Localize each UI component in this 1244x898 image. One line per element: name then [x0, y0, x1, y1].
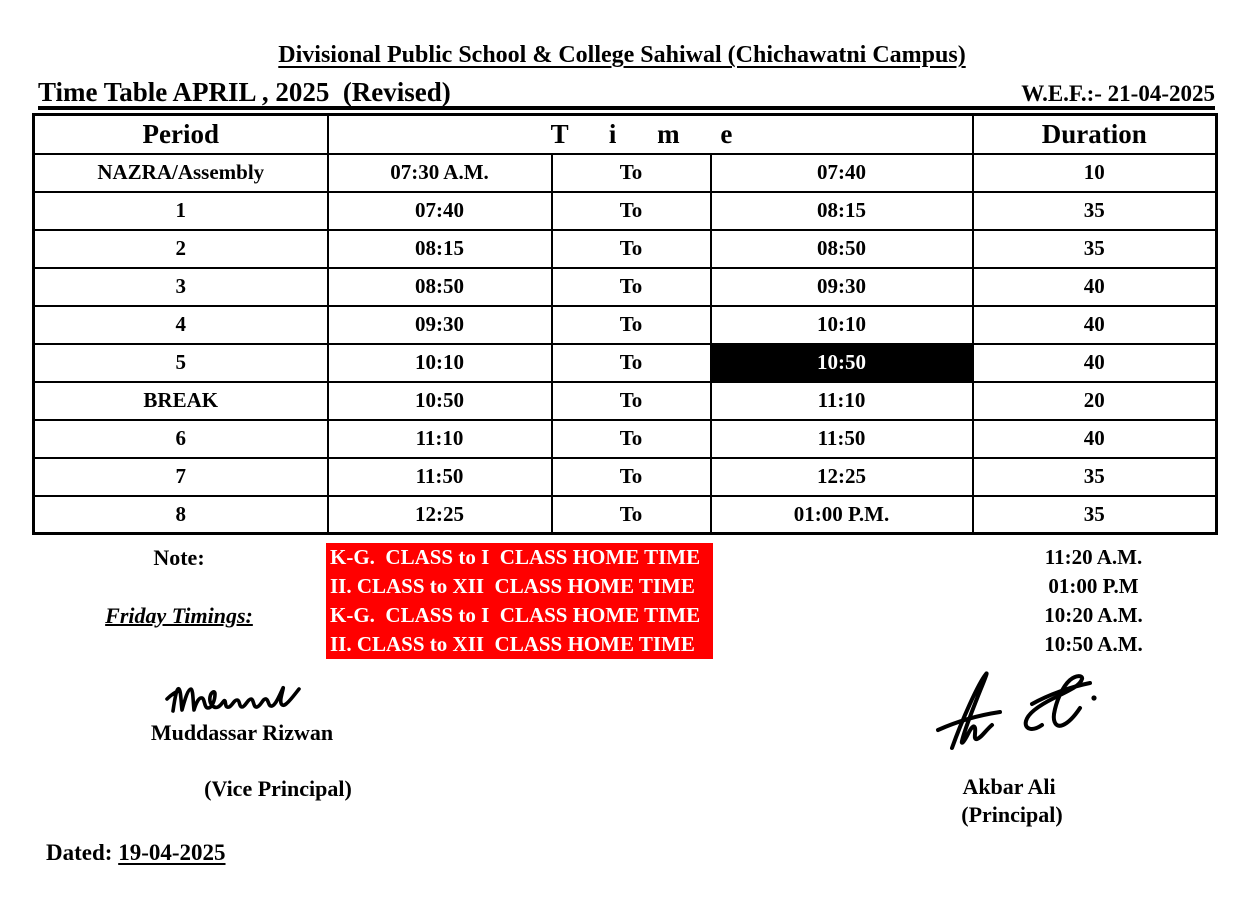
period-cell: 8 [34, 496, 328, 534]
note-highlight-text: II. CLASS to XII CLASS HOME TIME [326, 572, 713, 601]
start-time-cell: 10:10 [328, 344, 552, 382]
notes-section [32, 543, 1215, 659]
note-row [32, 572, 1215, 601]
dated-label: Dated: [46, 840, 119, 865]
start-time-cell: 11:50 [328, 458, 552, 496]
end-time-cell: 07:40 [711, 154, 973, 192]
end-time-cell: 10:10 [711, 306, 973, 344]
table-row [34, 192, 1217, 230]
document-title: Divisional Public School & College Sahiwal (Chichawatni Campus) [278, 42, 966, 68]
to-cell: To [552, 458, 711, 496]
duration-cell: 35 [973, 496, 1217, 534]
duration-cell: 20 [973, 382, 1217, 420]
table-row [34, 306, 1217, 344]
duration-cell: 40 [973, 420, 1217, 458]
principal-name: Akbar Ali [962, 774, 1056, 799]
table-row [34, 458, 1217, 496]
end-time-cell: 10:50 [711, 344, 973, 382]
dated-value: 19-04-2025 [118, 840, 226, 865]
period-cell: 6 [34, 420, 328, 458]
period-cell: 4 [34, 306, 328, 344]
duration-cell: 40 [973, 306, 1217, 344]
duration-cell: 35 [973, 458, 1217, 496]
to-cell: To [552, 192, 711, 230]
duration-cell: 35 [973, 230, 1217, 268]
table-row [34, 496, 1217, 534]
table-row [34, 230, 1217, 268]
col-header-period: Period [34, 115, 328, 154]
note-label: Note: [153, 544, 205, 570]
to-cell: To [552, 420, 711, 458]
end-time-cell: 11:10 [711, 382, 973, 420]
note-highlight-text: K-G. CLASS to I CLASS HOME TIME [326, 543, 713, 572]
table-row [34, 420, 1217, 458]
start-time-cell: 10:50 [328, 382, 552, 420]
note-row [32, 543, 1215, 572]
to-cell: To [552, 230, 711, 268]
principal-signature [922, 666, 1102, 758]
timetable-heading: Time Table APRIL , 2025 (Revised) [38, 76, 451, 107]
to-cell: To [552, 154, 711, 192]
table-row [34, 154, 1217, 192]
start-time-cell: 08:15 [328, 230, 552, 268]
table-row [34, 344, 1217, 382]
start-time-cell: 08:50 [328, 268, 552, 306]
note-highlight-text: II. CLASS to XII CLASS HOME TIME [326, 630, 713, 659]
period-cell: 1 [34, 192, 328, 230]
note-row [32, 630, 1215, 659]
to-cell: To [552, 382, 711, 420]
period-cell: 2 [34, 230, 328, 268]
vice-principal-name: Muddassar Rizwan [150, 720, 334, 745]
timetable-table [32, 113, 1218, 535]
duration-cell: 10 [973, 154, 1217, 192]
note-time: 11:20 A.M. [1044, 545, 1143, 569]
note-highlight-text: K-G. CLASS to I CLASS HOME TIME [326, 601, 713, 630]
duration-cell: 40 [973, 268, 1217, 306]
duration-cell: 35 [973, 192, 1217, 230]
to-cell: To [552, 268, 711, 306]
col-header-duration: Duration [973, 115, 1217, 154]
dated-line [46, 840, 226, 866]
period-cell: 3 [34, 268, 328, 306]
start-time-cell: 09:30 [328, 306, 552, 344]
col-header-time: T i m e [328, 115, 973, 154]
period-cell: NAZRA/Assembly [34, 154, 328, 192]
vice-principal-role: (Vice Principal) [204, 776, 352, 801]
end-time-cell: 09:30 [711, 268, 973, 306]
note-time: 10:20 A.M. [1044, 603, 1143, 627]
principal-role: (Principal) [961, 802, 1063, 827]
duration-cell: 40 [973, 344, 1217, 382]
period-cell: 7 [34, 458, 328, 496]
end-time-cell: 08:15 [711, 192, 973, 230]
start-time-cell: 07:40 [328, 192, 552, 230]
header-row [34, 115, 1217, 154]
end-time-cell: 08:50 [711, 230, 973, 268]
end-time-cell: 12:25 [711, 458, 973, 496]
to-cell: To [552, 306, 711, 344]
end-time-cell: 11:50 [711, 420, 973, 458]
period-cell: BREAK [34, 382, 328, 420]
note-time: 01:00 P.M [1048, 574, 1139, 598]
to-cell: To [552, 496, 711, 534]
note-label-friday-timings: Friday Timings: [105, 602, 253, 628]
note-row [32, 601, 1215, 630]
table-row [34, 268, 1217, 306]
wef-date: W.E.F.:- 21-04-2025 [1021, 80, 1215, 106]
start-time-cell: 07:30 A.M. [328, 154, 552, 192]
end-time-cell: 01:00 P.M. [711, 496, 973, 534]
table-row [34, 382, 1217, 420]
start-time-cell: 12:25 [328, 496, 552, 534]
note-time: 10:50 A.M. [1044, 632, 1143, 656]
vice-principal-signature [162, 676, 312, 722]
period-cell: 5 [34, 344, 328, 382]
to-cell: To [552, 344, 711, 382]
start-time-cell: 11:10 [328, 420, 552, 458]
subtitle-row [38, 72, 1215, 110]
